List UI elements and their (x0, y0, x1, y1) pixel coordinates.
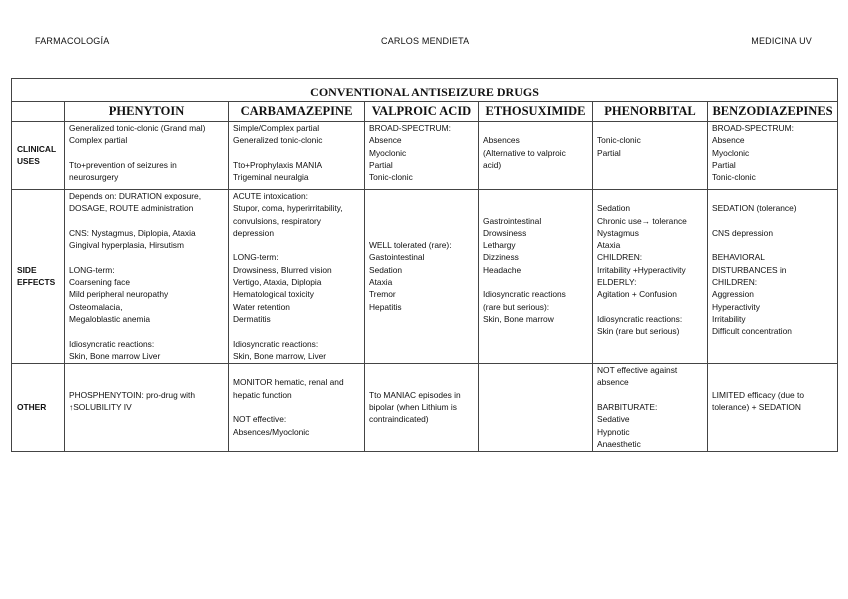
cell-ethosuximide-other (479, 364, 593, 452)
cell-carbamazepine-clinical-uses: Simple/Complex partial Generalized tonic-clonic Tto+Prophylaxis MANIA Trigeminal neuralgia (229, 122, 365, 190)
cell-phenobarbital-other: NOT effective against absence BARBITURATE: Sedative Hypnotic Anaesthetic (593, 364, 708, 452)
cell-phenytoin-side-effects: Depends on: DURATION exposure, DOSAGE, ROUTE administration CNS: Nystagmus, Diplopia, Ataxia Gingival hyperplasia, Hirsutism LONG-term: Coarsening face Mild peripheral neuropathy Osteomalacia, Megaloblastic anemia Idiosyncratic reactions: Skin, Bone marrow Liver (65, 190, 229, 364)
cell-ethosuximide-side-effects: Gastrointestinal Drowsiness Lethargy Dizziness Headache Idiosyncratic reactions (rare but serious): Skin, Bone marrow (479, 190, 593, 364)
cell-valproic-acid-clinical-uses: BROAD-SPECTRUM: Absence Myoclonic Partial Tonic-clonic (365, 122, 479, 190)
cell-benzodiazepines-other: LIMITED efficacy (due to tolerance) + SEDATION (708, 364, 838, 452)
header-author: CARLOS MENDIETA (381, 36, 470, 46)
cell-benzodiazepines-side-effects: SEDATION (tolerance) CNS depression BEHAVIORAL DISTURBANCES in CHILDREN: Aggression Hyperactivity Irritability Difficult concentration (708, 190, 838, 364)
column-header-phenobarbital: PHENORBITAL (593, 102, 708, 122)
header-course: MEDICINA UV (751, 36, 812, 46)
column-header-valproic-acid: VALPROIC ACID (365, 102, 479, 122)
column-header-phenytoin: PHENYTOIN (65, 102, 229, 122)
row-label-other: OTHER (12, 364, 65, 452)
column-header-carbamazepine: CARBAMAZEPINE (229, 102, 365, 122)
cell-carbamazepine-other: MONITOR hematic, renal and hepatic function NOT effective: Absences/Myoclonic (229, 364, 365, 452)
cell-valproic-acid-side-effects: WELL tolerated (rare): Gastointestinal Sedation Ataxia Tremor Hepatitis (365, 190, 479, 364)
row-label-clinical-uses: CLINICAL USES (12, 122, 65, 190)
table-title: CONVENTIONAL ANTISEIZURE DRUGS (12, 79, 838, 102)
table-row-side-effects (12, 190, 838, 364)
column-header-empty (12, 102, 65, 122)
cell-phenobarbital-clinical-uses: Tonic-clonic Partial (593, 122, 708, 190)
cell-ethosuximide-clinical-uses: Absences (Alternative to valproic acid) (479, 122, 593, 190)
column-header-ethosuximide: ETHOSUXIMIDE (479, 102, 593, 122)
cell-carbamazepine-side-effects: ACUTE intoxication: Stupor, coma, hyperirritability, convulsions, respiratory depression LONG-term: Drowsiness, Blurred vision Vertigo, Ataxia, Diplopia Hematological toxicity Water retention Dermatitis Idiosyncratic reactions: Skin, Bone marrow, Liver (229, 190, 365, 364)
cell-valproic-acid-other: Tto MANIAC episodes in bipolar (when Lithium is contraindicated) (365, 364, 479, 452)
cell-benzodiazepines-clinical-uses: BROAD-SPECTRUM: Absence Myoclonic Partial Tonic-clonic (708, 122, 838, 190)
cell-phenytoin-other: PHOSPHENYTOIN: pro-drug with ↑SOLUBILITY IV (65, 364, 229, 452)
antiseizure-drugs-table (11, 78, 838, 452)
row-label-side-effects: SIDE EFFECTS (12, 190, 65, 364)
cell-phenytoin-clinical-uses: Generalized tonic-clonic (Grand mal) Complex partial Tto+prevention of seizures in neurosurgery (65, 122, 229, 190)
header-subject: FARMACOLOGÍA (35, 36, 110, 46)
column-header-benzodiazepines: BENZODIAZEPINES (708, 102, 838, 122)
table-row-clinical-uses (12, 122, 838, 190)
table-row-other (12, 364, 838, 452)
cell-phenobarbital-side-effects: Sedation Chronic use→ tolerance Nystagmus Ataxia CHILDREN: Irritability +Hyperactivity ELDERLY: Agitation + Confusion Idiosyncratic reactions: Skin (rare but serious) (593, 190, 708, 364)
column-header-row (12, 102, 838, 122)
